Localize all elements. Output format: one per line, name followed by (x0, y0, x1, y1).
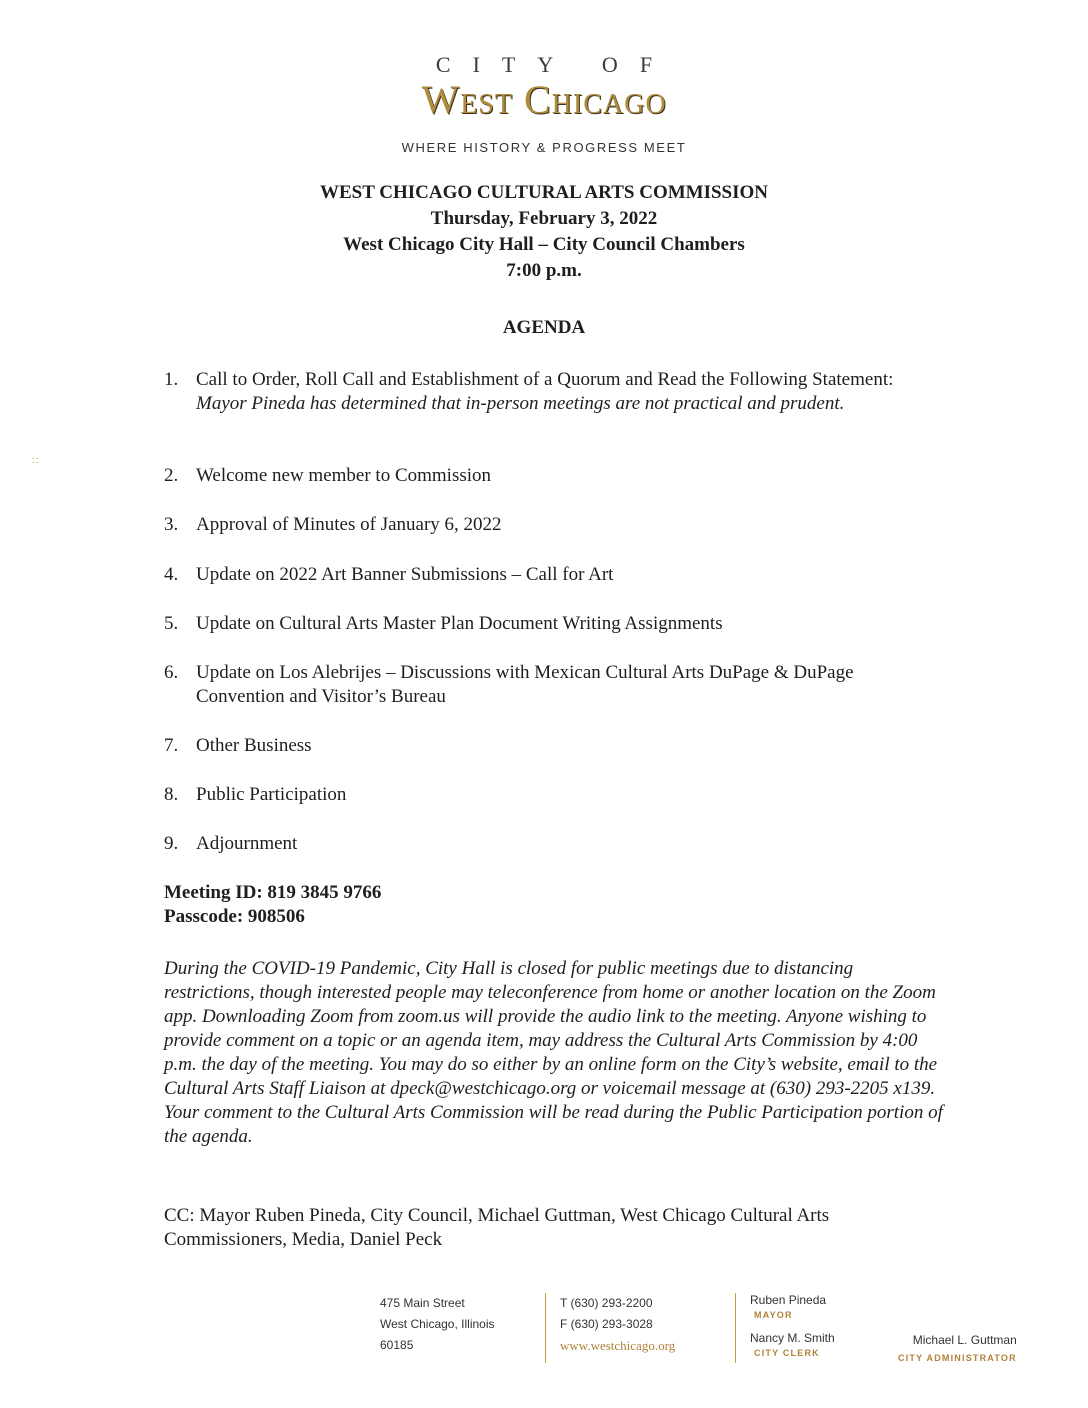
meeting-id: Meeting ID: 819 3845 9766 (164, 882, 382, 903)
footer-officials (735, 1293, 835, 1363)
agenda-item (164, 783, 924, 807)
logo-tagline: WHERE HISTORY & PROGRESS MEET (401, 140, 687, 155)
fax-number: F (630) 293-3028 (560, 1317, 653, 1331)
agenda-item-text: Adjournment (196, 833, 298, 854)
agenda-item-text: Public Participation (196, 784, 347, 805)
agenda-item-number: 5. (164, 613, 179, 634)
agenda-item (164, 832, 924, 856)
meeting-passcode: Passcode: 908506 (164, 906, 305, 927)
clerk-name: Nancy M. Smith (750, 1331, 835, 1345)
city-administrator (898, 1333, 1017, 1369)
agenda-item-number: 1. (164, 369, 179, 390)
agenda-item-text: Update on 2022 Art Banner Submissions – Call for Art (196, 564, 614, 585)
zoom-meeting-info (164, 881, 381, 929)
logo-city-of: CITY OF (435, 52, 675, 77)
clerk-title: CITY CLERK (754, 1348, 820, 1358)
agenda-item (164, 368, 924, 416)
agenda-item (164, 464, 924, 488)
agenda-item (164, 563, 924, 587)
address-city: West Chicago, Illinois (380, 1317, 495, 1331)
admin-title: CITY ADMINISTRATOR (898, 1353, 1017, 1363)
agenda-item (164, 513, 924, 537)
agenda-item (164, 734, 924, 758)
mayor (750, 1293, 835, 1323)
agenda-item-text: Other Business (196, 735, 312, 756)
agenda-item-text: Call to Order, Roll Call and Establishment of a Quorum and Read the Following Statement: (196, 369, 894, 390)
agenda-item-number: 6. (164, 662, 179, 683)
agenda-item (164, 661, 884, 709)
meeting-time: 7:00 p.m. (506, 260, 582, 281)
admin-name: Michael L. Guttman (912, 1333, 1017, 1347)
mayor-name: Ruben Pineda (750, 1293, 827, 1307)
agenda-item-text: Approval of Minutes of January 6, 2022 (196, 514, 502, 535)
agenda-item-text: Update on Los Alebrijes – Discussions with Mexican Cultural Arts DuPage & DuPage Convention and Visitor’s Bureau (196, 662, 854, 707)
website-link[interactable]: www.westchicago.org (560, 1338, 676, 1353)
mayor-title: MAYOR (754, 1310, 793, 1320)
agenda-item-number: 3. (164, 514, 179, 535)
agenda-item-number: 7. (164, 735, 179, 756)
address-street: 475 Main Street (380, 1296, 465, 1310)
footer-contact (545, 1293, 675, 1363)
agenda-item-number: 2. (164, 465, 179, 486)
footer-address (380, 1293, 495, 1356)
agenda-item-statement: Mayor Pineda has determined that in-person meetings are not practical and prudent. (196, 393, 845, 414)
covid-notice: During the COVID-19 Pandemic, City Hall is closed for public meetings due to distancing restrictions, though interested people may teleconference from home or another location on the Zoom app. Downloading Zoom from zoom.us will provide the audio link to the meeting. Anyone wishing to provide comment on a topic or an agenda item, may address the Cultural Arts Commission by 4:00 p.m. the day of the meeting. You may do so either by an online form on the City’s website, email to the Cultural Arts Staff Liaison at dpeck@westchicago.org or voicemail message at (630) 293-2205 x139. Your comment to the Cultural Arts Commission will be read during the Public Participation portion of the agenda. (164, 958, 943, 1147)
agenda-item-number: 4. (164, 564, 179, 585)
logo-city-name: West Chicago (421, 77, 667, 122)
agenda-item-number: 9. (164, 833, 179, 854)
agenda-item-text: Update on Cultural Arts Master Plan Document Writing Assignments (196, 613, 723, 634)
meeting-header (0, 180, 1088, 284)
city-logo (0, 52, 1088, 122)
agenda-item (164, 612, 924, 636)
agenda-item-number: 8. (164, 784, 179, 805)
commission-title: WEST CHICAGO CULTURAL ARTS COMMISSION (319, 182, 769, 203)
agenda-title: AGENDA (502, 317, 586, 338)
city-clerk (750, 1331, 835, 1361)
cc-list: CC: Mayor Ruben Pineda, City Council, Michael Guttman, West Chicago Cultural Arts Commissioners, Media, Daniel Peck (164, 1205, 830, 1250)
margin-mark: ∷ (32, 456, 39, 467)
phone-number: T (630) 293-2200 (560, 1296, 653, 1310)
meeting-location: West Chicago City Hall – City Council Chambers (343, 234, 745, 255)
agenda-item-text: Welcome new member to Commission (196, 465, 492, 486)
address-zip: 60185 (380, 1338, 414, 1352)
meeting-date: Thursday, February 3, 2022 (430, 208, 658, 229)
